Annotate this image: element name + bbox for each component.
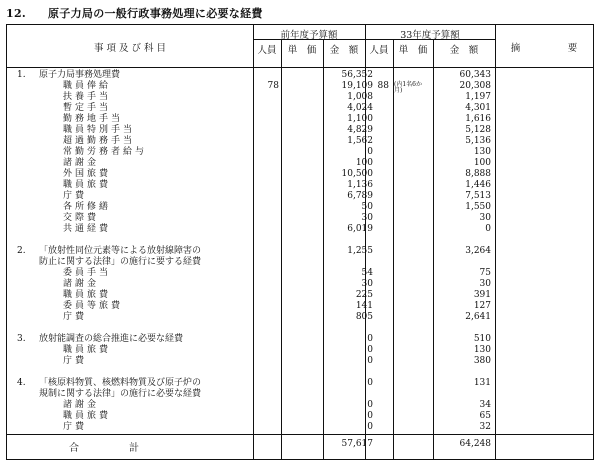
- table-row: [7, 191, 593, 202]
- table-row: [7, 235, 593, 246]
- section-title: 原子力局事務処理費: [39, 70, 121, 80]
- table-row: [7, 202, 593, 213]
- header-item: 事 項 及 び 科 目: [93, 43, 167, 54]
- cur-amount: 5,128: [465, 125, 491, 135]
- subheader-persons: 人員: [257, 45, 277, 56]
- prev-amount: 0: [367, 378, 373, 388]
- table-row: [7, 301, 593, 312]
- table-row: [7, 158, 593, 169]
- total-rule: [7, 434, 593, 435]
- table-row: [7, 268, 593, 279]
- cur-amount: 3,264: [465, 246, 491, 256]
- item-label: 外国旅費: [63, 169, 112, 179]
- table-row: [7, 345, 593, 356]
- budget-table: [6, 24, 594, 460]
- cur-amount: 131: [473, 378, 491, 388]
- cur-amount: 1,616: [465, 114, 491, 124]
- prev-amount: 50: [361, 202, 373, 212]
- cur-amount: 34: [479, 400, 491, 410]
- prev-amount: 1,100: [347, 114, 373, 124]
- header-bottom-rule: [7, 67, 593, 68]
- item-label: 職員特別手当: [63, 125, 136, 135]
- section-label: [17, 378, 201, 389]
- section-title: 「放射性同位元素等による放射線障害の: [39, 246, 202, 256]
- prev-amount: 10,500: [341, 169, 373, 179]
- cur-amount: 127: [473, 301, 491, 311]
- prev-amount: 1,255: [347, 246, 373, 256]
- table-row: [7, 147, 593, 158]
- prev-amount: 141: [355, 301, 373, 311]
- cur-amount: 130: [473, 147, 491, 157]
- prev-amount: 6,789: [347, 191, 373, 201]
- cur-persons: 88: [377, 81, 389, 91]
- section-number: 2.: [17, 246, 26, 256]
- table-row: [7, 70, 593, 81]
- section-label: [17, 246, 201, 257]
- table-row: [7, 81, 593, 92]
- table-row: [7, 92, 593, 103]
- item-label: 職員俸給: [63, 81, 112, 91]
- section-number: 3.: [17, 334, 26, 344]
- table-row: [7, 312, 593, 323]
- section-label: [17, 334, 183, 345]
- section-number: 4.: [17, 378, 26, 388]
- prev-amount: 0: [367, 345, 373, 355]
- cur-amount: 60,343: [459, 70, 491, 80]
- table-row: [7, 422, 593, 433]
- item-label: 各所修繕: [63, 202, 112, 212]
- header-cur-budget: 33年度予算額: [400, 30, 460, 41]
- prev-amount: 0: [367, 400, 373, 410]
- subheader-unit-price-2: 単 価: [398, 45, 428, 56]
- prev-amount: 4,024: [347, 103, 373, 113]
- item-label: 交際費: [63, 213, 100, 223]
- item-label: 職員旅費: [63, 290, 112, 300]
- item-label: 扶養手当: [63, 92, 112, 102]
- section-number: 1.: [17, 70, 26, 80]
- table-row: [7, 257, 593, 268]
- cur-amount: 8,888: [465, 169, 491, 179]
- item-label: 職員旅費: [63, 180, 112, 190]
- prev-amount: 225: [355, 290, 373, 300]
- table-row: [7, 125, 593, 136]
- cur-amount: 32: [479, 422, 491, 432]
- total-cur-amount: 64,248: [459, 439, 491, 449]
- prev-amount: 1,562: [347, 136, 373, 146]
- table-row: [7, 290, 593, 301]
- prev-amount: 100: [355, 158, 373, 168]
- item-label: 諸謝金: [63, 400, 100, 410]
- item-label: 庁費: [63, 356, 88, 366]
- item-label: 委員手当: [63, 268, 112, 278]
- cur-amount: 1,446: [465, 180, 491, 190]
- prev-amount: 19,109: [341, 81, 373, 91]
- item-label: 超過勤務手当: [63, 136, 136, 146]
- section-title-continued: 防止に関する法律」の施行に要する経費: [39, 257, 202, 267]
- table-row: [7, 213, 593, 224]
- cur-amount: 1,550: [465, 202, 491, 212]
- table-row: [7, 279, 593, 290]
- table-row: [7, 367, 593, 378]
- prev-amount: 30: [361, 213, 373, 223]
- cur-amount: 5,136: [465, 136, 491, 146]
- table-row: [7, 136, 593, 147]
- table-row: [7, 378, 593, 389]
- item-label: 庁費: [63, 422, 88, 432]
- item-label: 職員旅費: [63, 411, 112, 421]
- table-row: [7, 246, 593, 257]
- prev-amount: 0: [367, 411, 373, 421]
- table-row: [7, 356, 593, 367]
- cur-amount: 30: [479, 213, 491, 223]
- cur-amount: 30: [479, 279, 491, 289]
- prev-amount: 0: [367, 356, 373, 366]
- cur-amount: 75: [479, 268, 491, 278]
- prev-amount: 0: [367, 422, 373, 432]
- item-label: 庁費: [63, 191, 88, 201]
- cur-amount: 510: [473, 334, 491, 344]
- total-label: 合 計: [69, 443, 141, 454]
- subheader-persons-2: 人員: [369, 45, 389, 56]
- item-label: 委員等旅費: [63, 301, 124, 311]
- subheader-amount-2: 金 額: [449, 45, 479, 56]
- table-row: [7, 323, 593, 334]
- table-row: [7, 169, 593, 180]
- cur-amount: 1,197: [465, 92, 491, 102]
- header-prev-budget: 前年度予算額: [280, 30, 338, 41]
- table-row: [7, 389, 593, 400]
- prev-amount: 805: [355, 312, 373, 322]
- prev-amount: 30: [361, 279, 373, 289]
- item-label: 暫定手当: [63, 103, 112, 113]
- table-row: [7, 411, 593, 422]
- prev-amount: 0: [367, 334, 373, 344]
- total-prev-amount: 57,617: [341, 439, 373, 449]
- table-row: [7, 224, 593, 235]
- section-title: 「核原料物質、核燃料物質及び原子炉の: [39, 378, 202, 388]
- prev-persons: 78: [267, 81, 279, 91]
- prev-amount: 4,829: [347, 125, 373, 135]
- item-label: 庁費: [63, 312, 88, 322]
- table-row: [7, 334, 593, 345]
- item-label: 共通経費: [63, 224, 112, 234]
- prev-amount: 56,352: [341, 70, 373, 80]
- header-remarks: 摘 要: [510, 43, 578, 54]
- table-row: [7, 103, 593, 114]
- cur-amount: 380: [473, 356, 491, 366]
- table-row: [7, 114, 593, 125]
- item-label: 諸謝金: [63, 158, 100, 168]
- prev-amount: 0: [367, 147, 373, 157]
- item-label: 職員旅費: [63, 345, 112, 355]
- cur-amount: 391: [473, 290, 491, 300]
- cur-amount: 100: [473, 158, 491, 168]
- subheader-unit-price: 単 価: [287, 45, 317, 56]
- item-label: 勤務地手当: [63, 114, 124, 124]
- section-title-continued: 規制に関する法律」の施行に必要な経費: [39, 389, 202, 399]
- cur-amount: 2,641: [465, 312, 491, 322]
- document-title: [6, 5, 263, 21]
- cur-amount: 130: [473, 345, 491, 355]
- table-row: [7, 180, 593, 191]
- cur-amount: 65: [479, 411, 491, 421]
- title-number: 12.: [6, 7, 27, 20]
- prev-amount: 1,136: [347, 180, 373, 190]
- item-label: 諸謝金: [63, 279, 100, 289]
- unit-note: (内1名6か月): [394, 81, 422, 94]
- section-title: 放射能調査の総合推進に必要な経費: [39, 334, 184, 344]
- prev-amount: 6,019: [347, 224, 373, 234]
- cur-amount: 0: [485, 224, 491, 234]
- item-label: 常勤労務者給与: [63, 147, 148, 157]
- prev-amount: 54: [361, 268, 373, 278]
- section-label: [17, 70, 120, 81]
- cur-amount: 7,513: [465, 191, 491, 201]
- prev-amount: 1,008: [347, 92, 373, 102]
- cur-amount: 20,308: [459, 81, 491, 91]
- cur-amount: 4,301: [465, 103, 491, 113]
- title-text: 原子力局の一般行政事務処理に必要な経費: [48, 7, 263, 20]
- table-row: [7, 400, 593, 411]
- subheader-amount: 金 額: [329, 45, 359, 56]
